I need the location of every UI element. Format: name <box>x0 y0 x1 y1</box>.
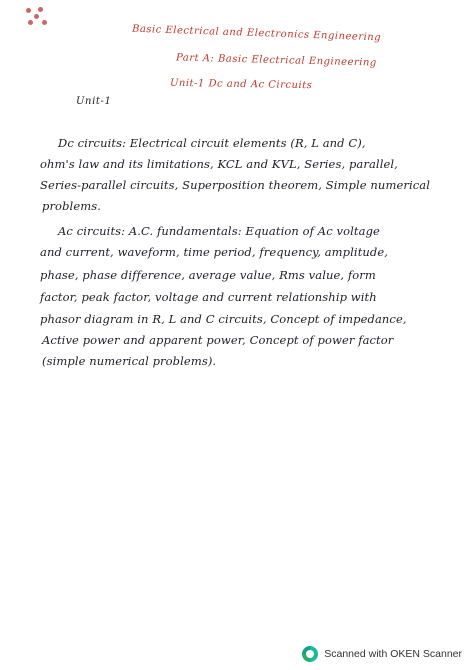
syllabus-line: factor, peak factor, voltage and current relationship with <box>40 290 377 304</box>
syllabus-line: Active power and apparent power, Concept of power factor <box>42 333 394 347</box>
oken-logo-icon <box>302 646 318 662</box>
syllabus-line: ohm's law and its limitations, KCL and KVL, Series, parallel, <box>40 157 398 171</box>
scanner-text: Scanned with OKEN Scanner <box>324 648 462 660</box>
binding-holes-icon <box>22 4 52 30</box>
syllabus-line: and current, waveform, time period, frequency, amplitude, <box>40 245 389 259</box>
syllabus-line: phase, phase difference, average value, Rms value, form <box>40 268 376 282</box>
syllabus-line: Ac circuits: A.C. fundamentals: Equation of Ac voltage <box>58 224 380 238</box>
scanner-watermark <box>302 646 462 662</box>
unit-heading: Unit-1 Dc and Ac Circuits <box>169 77 313 92</box>
unit-label: Unit-1 <box>76 96 112 107</box>
syllabus-line: Dc circuits: Electrical circuit elements (R, L and C), <box>58 136 366 150</box>
syllabus-line: Series-parallel circuits, Superposition theorem, Simple numerical <box>40 178 431 192</box>
syllabus-line: problems. <box>42 199 101 213</box>
syllabus-line: (simple numerical problems). <box>42 354 217 368</box>
syllabus-line: phasor diagram in R, L and C circuits, Concept of impedance, <box>40 312 407 326</box>
part-title: Part A: Basic Electrical Engineering <box>175 52 377 69</box>
document-title: Basic Electrical and Electronics Engineering <box>131 23 382 44</box>
